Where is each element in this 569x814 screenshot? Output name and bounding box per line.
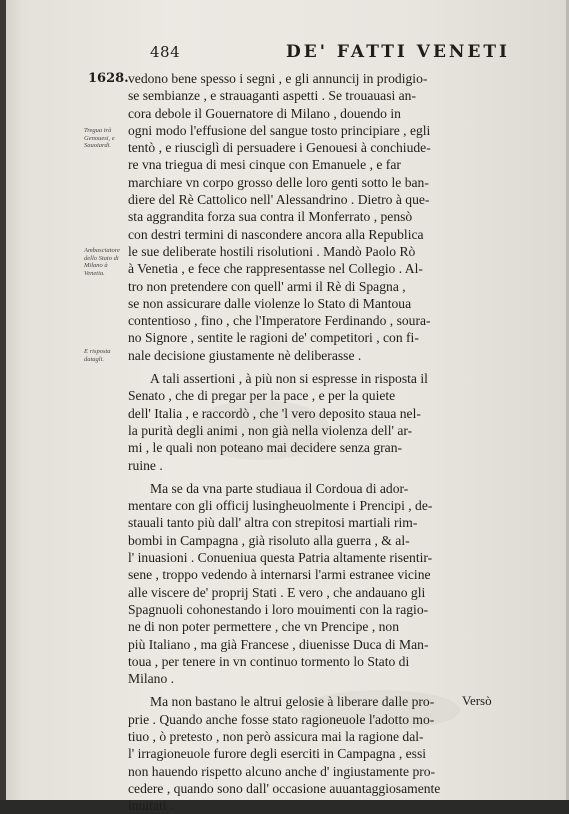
text-line: le sue deliberate hostili risolutioni . Mandò Paolo Rò [128,243,416,259]
text-line: l' irragioneuole furore degli eserciti in Campagna , essi [128,746,427,762]
text-line: se non assicurare dalle violenze lo Stato di Mantoua [128,295,412,311]
text-line: sta aggrandita forza sua contra il Monferrato , pensò [128,209,413,225]
text-line: Senato , che di pregar per la pace , e per la quiete [128,388,396,404]
running-title: DE' FATTI VENETI [286,42,510,62]
text-line: ogni modo l'effusione del sangue tosto principiare , egli [128,122,431,138]
text-line: prie . Quando anche fosse stato ragioneuole l'adotto mo- [128,711,435,727]
text-line: alle viscere de' proprij Stati . E vero , che andauano gli [128,584,426,600]
page-header [150,42,510,66]
catchword: Versò [462,693,492,708]
page-gutter-shadow [0,0,6,800]
text-line: tentò , e riusciglì di persuadere i Genouesi à conchiude- [128,140,431,156]
text-line: bombi in Campagna , già risoluto alla guerra , & al- [128,532,410,548]
margin-note: Tregua trà Genouesi, e Sauoiardi. [84,127,115,149]
text-line: re vna triegua di mesi cinque con Emanuele , e far [128,157,401,173]
text-line: Ma se da vna parte studiaua il Cordoua di ador- [150,480,409,496]
margin-note: Ambasciatore dello Stato di Milano à Venetia. [84,247,120,277]
margin-note: E risposta datagli. [84,348,111,363]
text-line: inuitati . [128,798,174,814]
text-line: ne di non poter permettere , che vn Prencipe , non [128,619,400,635]
text-line: Milano . [128,671,175,687]
text-line: ruine . [128,457,163,473]
text-line: vedono bene spesso i segni , e gli annuncij in prodigio- [128,71,428,86]
text-line: dell' Italia , e raccordò , che 'l vero deposito staua nel- [128,405,421,421]
text-line: nale decisione giustamente nè deliberasse . [128,347,362,363]
text-line: stauali tanto più dall' altra con strepitosi martiali rim- [128,515,418,531]
text-line: A tali assertioni , à più non si espresse in risposta il [150,371,428,387]
text-line: con destri termini di nascondere ancora alla Republica [128,226,424,242]
text-line: l' inuasioni . Conueniua questa Patria altamente risentir- [128,550,433,566]
text-line: sene , troppo vedendo à internarsi l'armi estranee vicine [128,567,431,583]
text-line: tiuo , ò pretesto , non però assicura mai la ragione dal- [128,728,424,744]
margin-year: 1628. [88,71,129,86]
text-line: non hauendo rispetto alcuno anche d' ingiustamente pro- [128,763,436,779]
text-line: cora debole il Gouernatore di Milano , douendo in [128,105,401,121]
page-number: 484 [150,43,181,61]
text-line: Ma non bastano le altrui gelosie à liberare dalle pro- [150,694,435,710]
text-line: marchiare vn corpo grosso delle loro genti sotto le ban- [128,174,429,190]
text-line: Spagnuoli cohonestando i loro mouimenti con la ragio- [128,601,429,617]
text-line: mi , le quali non poteano mai decidere senza gran- [128,440,403,456]
text-line: à Venetia , e fece che rappresentasse nel Collegio . Al- [128,261,423,277]
text-line: no Signore , sentite le ragioni de' competitori , con fi- [128,330,419,346]
text-line: più Italiano , ma già Francese , diuenisse Duca di Man- [128,636,429,652]
text-line: tro non pretendere con quell' armi il Rè di Spagna , [128,278,406,294]
text-line: diere del Rè Cattolico nell' Alessandrino . Dietro à que- [128,192,430,208]
text-line: toua , per tenere in vn continuo tormento lo Stato di [128,653,410,669]
text-line: cedere , quando sono dall' occasione auuantaggiosamente [128,780,441,796]
text-line: contentioso , fino , che l'Imperatore Ferdinando , soura- [128,313,431,329]
body-text [128,70,514,814]
text-line: la purità degli animi , non già nella violenza dell' ar- [128,422,413,438]
text-line: mentare con gli officij lusingheuolmente i Prencipi , de- [128,498,433,514]
text-line: se sembianze , e strauaganti aspetti . Se trouauasi an- [128,88,417,104]
